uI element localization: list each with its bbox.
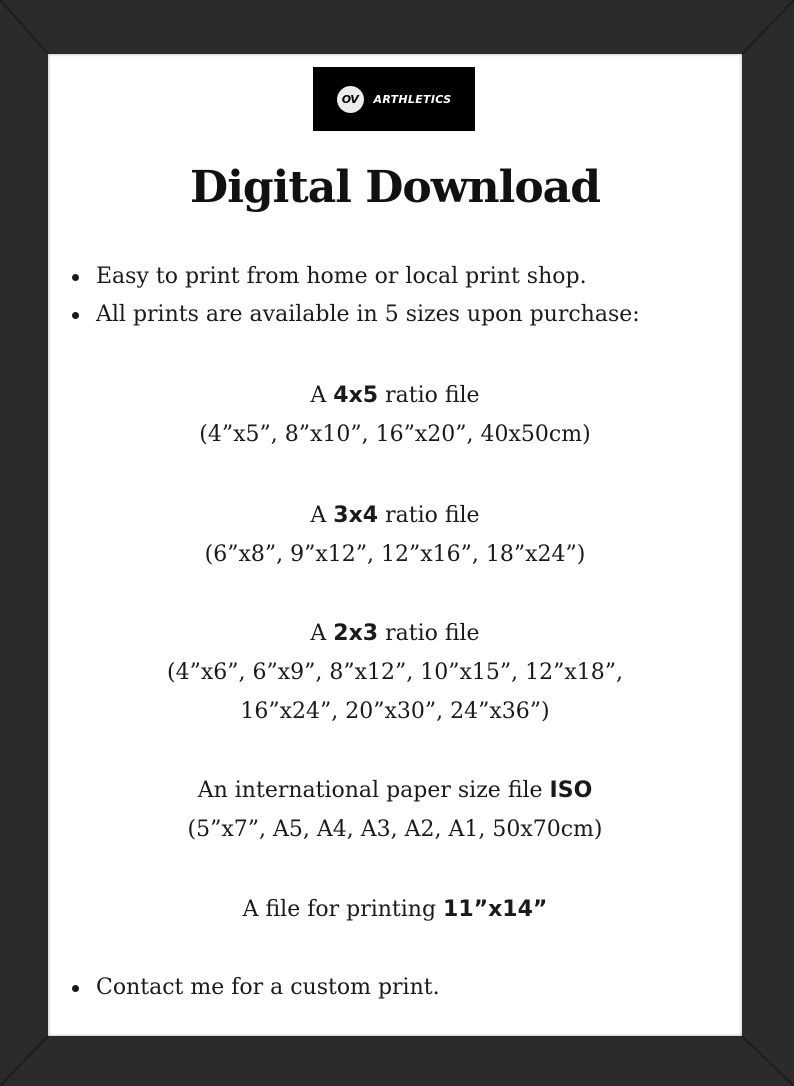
size-heading [48, 890, 742, 929]
size-details: (6”x8”, 9”x12”, 12”x16”, 18”x24”) [204, 542, 586, 567]
size-details: (4”x5”, 8”x10”, 16”x20”, 40x50cm) [199, 422, 591, 447]
size-details: (5”x7”, A5, A4, A3, A2, A1, 50x70cm) [187, 817, 603, 842]
page-title: Digital Download [190, 162, 600, 213]
size-heading [48, 376, 742, 415]
size-ratio: 2x3 [333, 621, 379, 646]
list-item: All prints are available in 5 sizes upon purchase: [70, 296, 640, 334]
size-heading-suffix: ratio file [378, 383, 480, 408]
poster-paper [48, 54, 742, 1036]
size-heading-prefix: A [310, 503, 334, 528]
size-heading-prefix: A [310, 383, 334, 408]
size-heading-suffix: ratio file [378, 503, 480, 528]
size-ratio: 3x4 [333, 503, 379, 528]
intro-bullet-list [70, 258, 640, 334]
brand-logo [313, 67, 475, 131]
size-heading-prefix: An international paper size file [197, 778, 550, 803]
size-heading [48, 771, 742, 810]
size-ratio: 4x5 [333, 383, 379, 408]
outro-bullet-list [70, 969, 440, 1007]
size-option-4x5 [48, 376, 742, 454]
size-ratio: 11”x14” [443, 897, 548, 922]
logo-badge-icon: OV [337, 86, 364, 113]
size-heading [48, 496, 742, 535]
size-heading-suffix: ratio file [378, 621, 480, 646]
size-details: (4”x6”, 6”x9”, 8”x12”, 10”x15”, 12”x18”, [167, 660, 623, 685]
size-option-2x3 [48, 614, 742, 731]
size-option-3x4 [48, 496, 742, 574]
size-heading-prefix: A [310, 621, 334, 646]
size-heading [48, 614, 742, 653]
list-item: Easy to print from home or local print shop. [70, 258, 640, 296]
size-details: 16”x24”, 20”x30”, 24”x36”) [240, 699, 550, 724]
list-item: Contact me for a custom print. [70, 969, 440, 1007]
size-ratio: ISO [549, 778, 593, 803]
logo-wordmark: ARTHLETICS [373, 92, 452, 106]
size-option-iso [48, 771, 742, 849]
size-heading-prefix: A file for printing [242, 897, 444, 922]
size-option-11x14 [48, 890, 742, 929]
